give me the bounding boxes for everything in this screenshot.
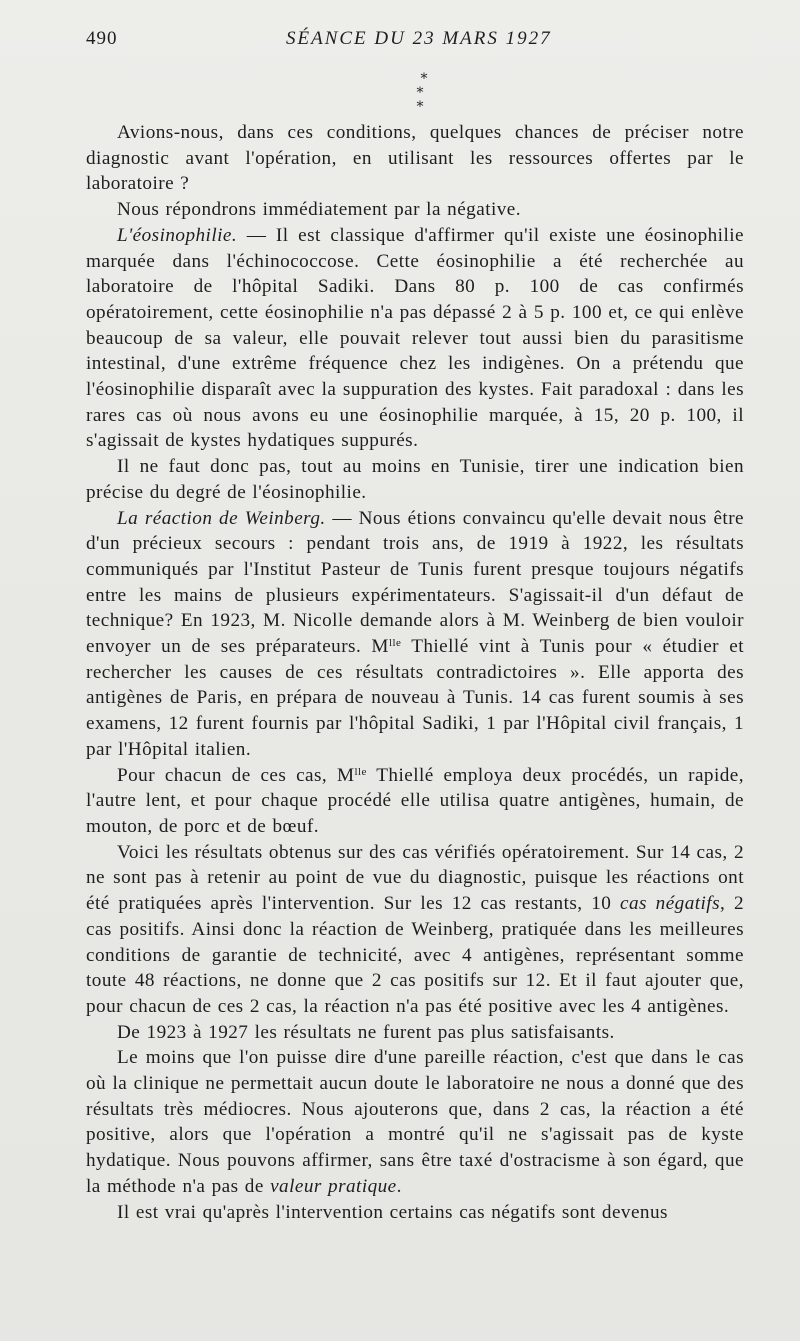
paragraph-text: Pour chacun de ces cas, M (117, 764, 355, 786)
paragraph-text: Thiellé vint à Tunis pour « étudier et rechercher les causes de ces résultats contradictoires ». Elle apporta des antigènes de Paris, en prépara de nouveau à Tunis. 14 cas furent soumis à ses examens, 12 furent fournis par l'hôpital Sadiki, 1 par l'Hôpital civil français, 1 par l'Hôpital italien. (86, 636, 744, 760)
paragraph (86, 840, 744, 1020)
paragraph (86, 506, 744, 763)
paragraph-text: Voici les résultats obtenus sur des cas vérifiés opératoirement. Sur 14 cas, 2 ne sont pas à retenir au point de vue du diagnostic, puisque les réactions ont été pratiquées après l'intervention. Sur les 12 cas restants, 10 (86, 841, 744, 915)
section-lead-weinberg: La réaction de Weinberg. (117, 507, 326, 529)
asterism-bottom-stars: * * (416, 85, 434, 115)
paragraph-text: , 2 cas positifs. Ainsi donc la réaction de Weinberg, pratiquée dans les meilleures conditions de garantie de technicité, avec 4 antigènes, représentant somme toute 48 réactions, ne donne que 2 cas positifs sur 12. Et il faut ajouter que, pour chacun de ces 2 cas, la réaction n'a pas été positive avec les 4 antigènes. (86, 893, 745, 1017)
superscript-abbrev: lle (388, 637, 402, 650)
paragraph-text: . (396, 1175, 402, 1197)
asterism-top-star: * (420, 71, 428, 87)
paragraph-text: Le moins que l'on puisse dire d'une pareille réaction, c'est que dans le cas où la clinique ne permettait aucun doute le laboratoire ne nous a donné que des résultats très médiocres. Nous ajouterons que, dans 2 cas, la réaction a été positive, alors que l'opération a montré qu'il ne s'agissait pas de kyste hydatique. Nous pouvons affirmer, sans être taxé d'ostracisme à son égard, que la méthode n'a pas de (86, 1047, 744, 1197)
paragraph: Il ne faut donc pas, tout au moins en Tunisie, tirer une indication bien précise du degré de l'éosinophilie. (86, 456, 744, 503)
page-number: 490 (86, 28, 118, 49)
section-lead-eosinophilie: L'éosinophilie. (117, 224, 238, 246)
paragraph (86, 223, 744, 454)
running-head (86, 28, 746, 52)
emphasis-text: cas négatifs (620, 893, 721, 915)
body-text (86, 120, 744, 1225)
asterism-separator (388, 71, 448, 115)
paragraph: Avions-nous, dans ces conditions, quelques chances de préciser notre diagnostic avant l'opération, en utilisant les ressources offertes par le laboratoire ? (86, 122, 744, 195)
paragraph-text: Thiellé employa deux procédés, un rapide, l'autre lent, et pour chaque procédé elle utilisa quatre antigènes, humain, de mouton, de porc et de bœuf. (86, 764, 744, 837)
superscript-abbrev: lle (354, 765, 367, 778)
paragraph: Nous répondrons immédiatement par la négative. (117, 199, 522, 221)
paragraph-text: — Il est classique d'affirmer qu'il existe une éosinophilie marquée dans l'échinococcose. Cette éosinophilie a été recherchée au laboratoire de l'hôpital Sadiki. Dans 80 p. 100 de cas confirmés opératoirement, cette éosinophilie n'a pas dépassé 2 à 5 p. 100 et, ce qui enlève beaucoup de sa valeur, elle pouvait relever tout aussi bien du parasitisme intestinal, d'une extrême fréquence chez les indigènes. On a prétendu que l'éosinophilie disparaît avec la suppuration des kystes. Fait paradoxal : dans les rares cas où nous avons eu une éosinophilie marquée, à 15, 20 p. 100, il s'agissait de kystes hydatiques suppurés. (86, 224, 744, 452)
paragraph: Il est vrai qu'après l'intervention certains cas négatifs sont devenus (117, 1201, 668, 1223)
emphasis-text: valeur pratique (270, 1175, 397, 1197)
paragraph (86, 763, 744, 840)
paragraph (86, 1045, 744, 1199)
paragraph-text: — Nous étions convaincu qu'elle devait nous être d'un précieux secours : pendant trois ans, de 1919 à 1922, les résultats communiqués par l'Institut Pasteur de Tunis furent presque toujours négatifs entre les mains de plusieurs expérimentateurs. S'agissait-il d'un défaut de technique? En 1923, M. Nicolle demande alors à M. Weinberg de bien vouloir envoyer un de ses préparateurs. M (86, 507, 744, 658)
paragraph: De 1923 à 1927 les résultats ne furent pas plus satisfaisants. (117, 1021, 615, 1043)
running-title: SÉANCE DU 23 MARS 1927 (286, 28, 552, 49)
